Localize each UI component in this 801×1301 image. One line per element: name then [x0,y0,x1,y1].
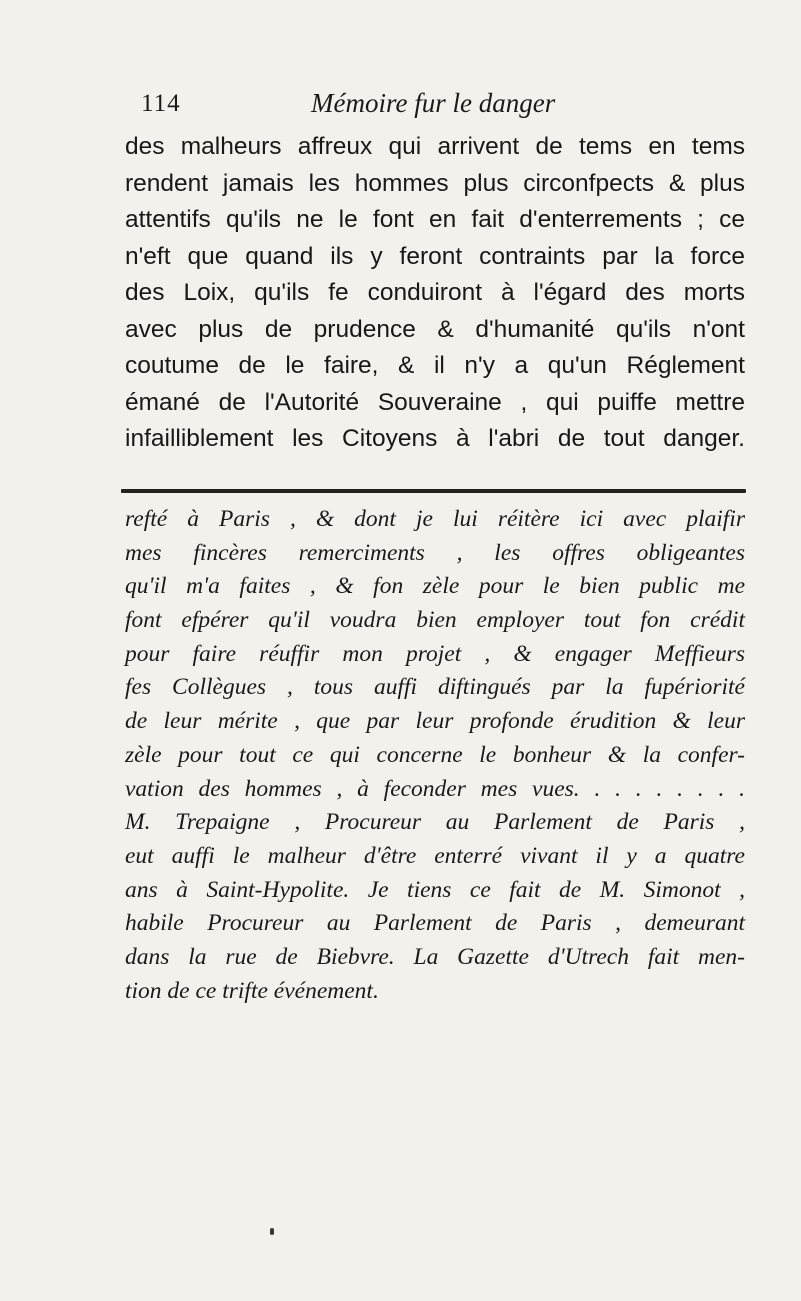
footnote-line: habile Procureur au Parlement de Paris , demeurant [125,910,745,937]
text-line: coutume de le faire, & il n'y a qu'un Réglement [125,352,745,379]
text-line: rendent jamais les hommes plus circonfpects & plus [125,169,745,197]
text-line: n'eft que quand ils y feront contraints par la force [125,242,745,270]
footnote-line: vation des hommes , à feconder mes vues. . . . . . . . . [125,775,745,802]
footnote-line: M. Trepaigne , Procureur au Parlement de Paris , [125,809,745,836]
footnote-line: pour faire réuffir mon projet , & engager Meffieurs [125,640,745,667]
footnote-line: zèle pour tout ce qui concerne le bonheur & la confer- [125,741,745,768]
footnote-line: fes Collègues , tous auffi diftingués par la fupériorité [125,674,745,701]
footnote-line: font efpérer qu'il voudra bien employer tout fon crédit [125,607,745,634]
footnote-line: eut auffi le malheur d'être enterré vivant il y a quatre [125,842,745,869]
main-text-block [125,129,745,458]
footnote-block [125,503,745,1008]
text-line: des malheurs affreux qui arrivent de tems en tems [125,133,745,160]
text-line: avec plus de prudence & d'humanité qu'ils n'ont [125,315,745,343]
text-line: émané de l'Autorité Souveraine , qui puiffe mettre [125,388,745,416]
footnote-line: qu'il m'a faites , & fon zèle pour le bien public me [125,573,745,600]
footnote-line: ans à Saint-Hypolite. Je tiens ce fait de M. Simonot , [125,876,745,903]
text-line: infailliblement les Citoyens à l'abri de tout danger. [125,425,745,452]
page-number: 114 [141,90,181,117]
running-title: Mémoire fur le danger [311,88,556,118]
footnote-line: mes fincères remerciments , les offres obligeantes [125,539,745,566]
footnote-line: tion de ce trifte événement. [125,977,379,1004]
footnote-line: refté à Paris , & dont je lui réitère ici avec plaifir [125,506,745,532]
ink-speck [270,1228,274,1235]
footnote-divider-rule [121,489,746,493]
text-line: des Loix, qu'ils fe conduiront à l'égard des morts [125,279,745,306]
running-head [125,90,725,120]
footnote-line: dans la rue de Biebvre. La Gazette d'Utrech fait men- [125,943,745,970]
footnote-line: de leur mérite , que par leur profonde érudition & leur [125,708,745,735]
text-line: attentifs qu'ils ne le font en fait d'enterrements ; ce [125,206,745,233]
